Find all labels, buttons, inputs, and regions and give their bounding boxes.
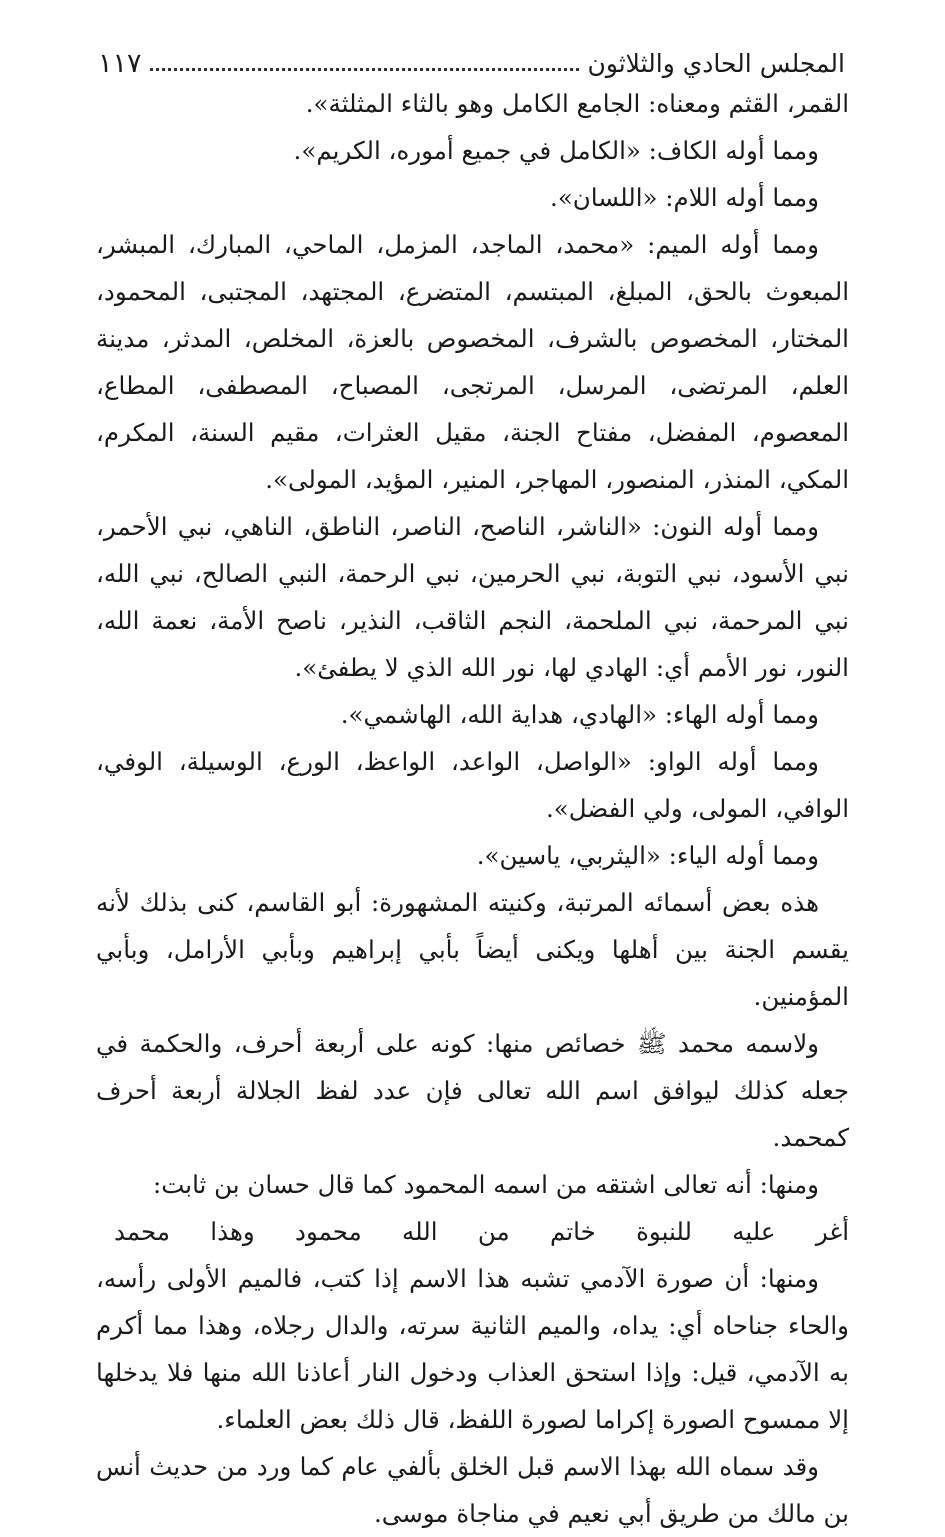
paragraph: ومنها: أنه تعالى اشتقه من اسمه المحمود كما قال حسان بن ثابت: bbox=[152, 1170, 819, 1199]
page-number: ١١٧ bbox=[98, 47, 142, 79]
paragraph: ومما أوله اللام: «اللسان». bbox=[550, 183, 819, 212]
poem-word: وهذا bbox=[210, 1217, 255, 1246]
paragraph: ومما أوله الميم: «محمد، الماجد، المزمل، الماحي، المبارك، المبشر، المبعوث بالحق، المبلغ، المبتسم، المتضرع، المجتهد، المجتبى، المحمود، المختار، المخصوص بالشرف، المخصوص بالعزة، المخلص، المدثر، مدينة العلم، المرتضى، المرسل، المرتجى، المصباح، المصطفى، المطاع، المعصوم، المفضل، مفتاح الجنة، مقيل العثرات، مقيم السنة، المكرم، المكي، المنذر، المنصور، المهاجر، المنير، المؤيد، المولى». bbox=[96, 230, 849, 494]
paragraph: ومما أوله الواو: «الواصل، الواعد، الواعظ، الورع، الوسيلة، الوفي، الوافي، المولى، ولي الفضل». bbox=[96, 747, 849, 823]
header-dotted-leader bbox=[150, 68, 580, 71]
poem-word: للنبوة bbox=[636, 1217, 692, 1246]
poem-verse bbox=[96, 1208, 849, 1255]
paragraph: ومما أوله الياء: «اليثربي، ياسين». bbox=[476, 841, 819, 870]
poem-word: خاتم bbox=[550, 1217, 596, 1246]
poem-word: أغر bbox=[815, 1217, 849, 1246]
chapter-title: المجلس الحادي والثلاثون bbox=[587, 48, 845, 78]
poem-word: محمود bbox=[295, 1217, 362, 1246]
paragraph: ومما أوله الكاف: «الكامل في جميع أموره، الكريم». bbox=[293, 136, 819, 165]
paragraph: ومما أوله الهاء: «الهادي، هداية الله، الهاشمي». bbox=[340, 700, 819, 729]
paragraph: هذه بعض أسمائه المرتبة، وكنيته المشهورة: أبو القاسم، كنى بذلك لأنه يقسم الجنة بين أهلها ويكنى أيضاً بأبي إبراهيم وبأبي الأرامل، وبأبي المؤمنين. bbox=[96, 888, 849, 1011]
paragraph: القمر، القثم ومعناه: الجامع الكامل وهو بالثاء المثلثة». bbox=[305, 89, 849, 118]
poem-word: محمد bbox=[114, 1217, 170, 1246]
paragraph: ومما أوله النون: «الناشر، الناصح، الناصر، الناطق، الناهي، نبي الأحمر، نبي الأسود، نبي التوبة، نبي الحرمين، نبي الرحمة، النبي الصالح، نبي الله، نبي المرحمة، نبي الملحمة، النجم الثاقب، النذير، ناصح الأمة، نعمة الله، النور، نور الأمم أي: الهادي لها، نور الله الذي لا يطفئ». bbox=[96, 512, 849, 682]
body-text bbox=[96, 80, 849, 1537]
paragraph: ومنها: أن صورة الآدمي تشبه هذا الاسم إذا كتب، فالميم الأولى رأسه، والحاء جناحاه أي: يداه، والميم الثانية سرته، والدال رجلاه، وهذا مما أكرم به الآدمي، قيل: وإذا استحق العذاب ودخول النار أعاذنا الله منها فلا يدخلها إلا ممسوح الصورة إكراما لصورة اللفظ، قال ذلك بعض العلماء. bbox=[96, 1264, 849, 1434]
poem-word: عليه bbox=[732, 1217, 776, 1246]
poem-word: من bbox=[477, 1217, 510, 1246]
poem-word: الله bbox=[402, 1217, 438, 1246]
paragraph: وقد سماه الله بهذا الاسم قبل الخلق بألفي عام كما ورد من حديث أنس بن مالك من طريق أبي نعيم في مناجاة موسى. bbox=[96, 1452, 849, 1528]
paragraph: ولاسمه محمد ﷺ خصائص منها: كونه على أربعة أحرف، والحكمة في جعله كذلك ليوافق اسم الله تعالى فإن عدد لفظ الجلالة أربعة أحرف كمحمد. bbox=[96, 1029, 849, 1152]
